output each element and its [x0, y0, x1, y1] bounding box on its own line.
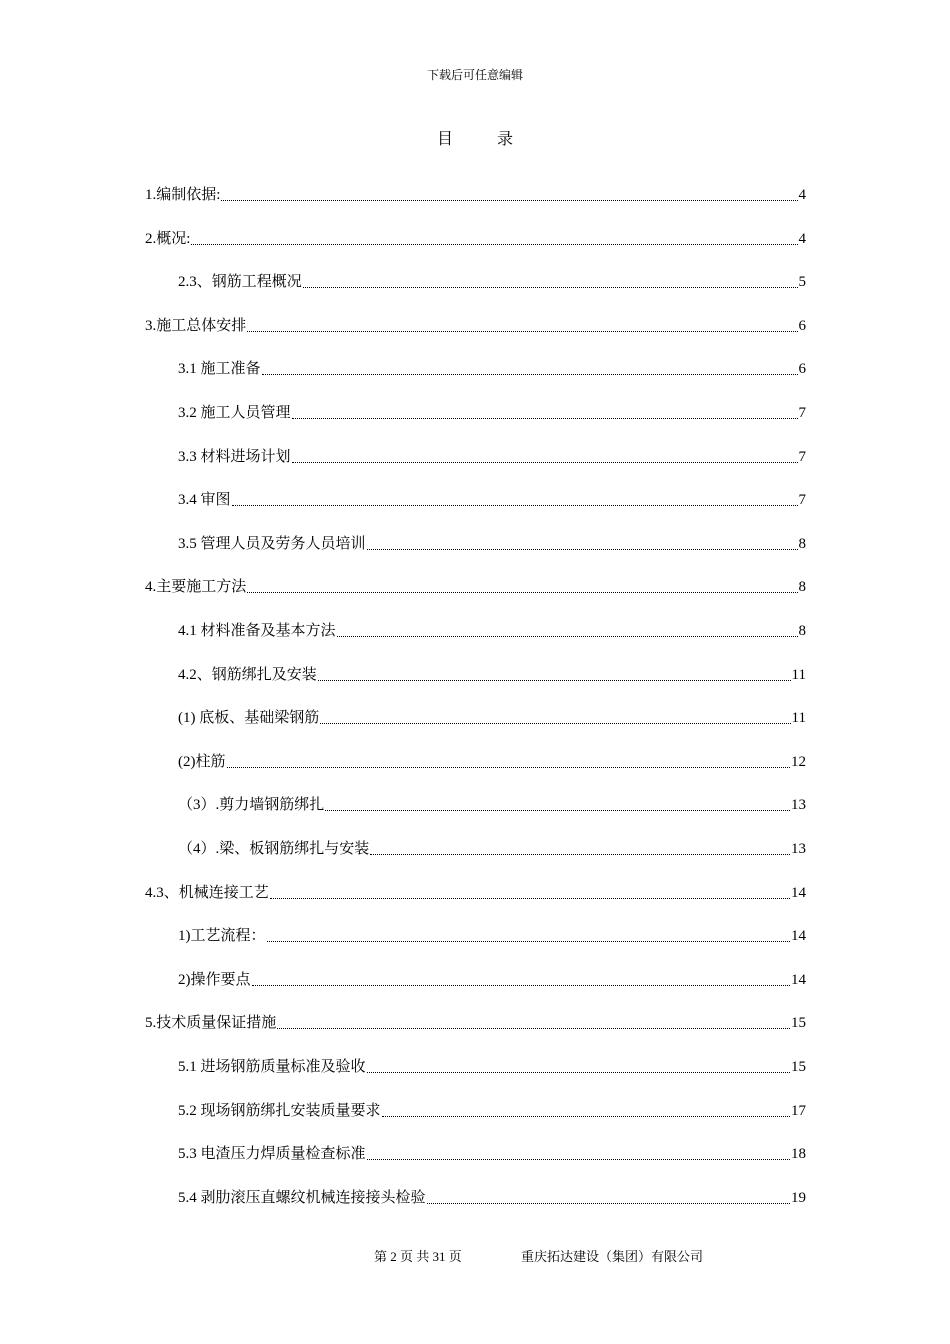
toc-entry-page-number: 4: [798, 187, 806, 203]
toc-entry-label: (2)柱筋: [178, 754, 226, 770]
toc-entry-label: 5.技术质量保证措施: [145, 1015, 277, 1031]
toc-entry[interactable]: [178, 969, 806, 991]
toc-entry-label: 3.2 施工人员管理: [178, 405, 291, 421]
toc-dot-leader: [317, 664, 792, 686]
toc-entry-page-number: 7: [798, 492, 806, 508]
toc-entry-page-number: 19: [791, 1190, 806, 1206]
toc-entry-label: 3.1 施工准备: [178, 361, 261, 377]
toc-entry-label: 3.3 材料进场计划: [178, 449, 291, 465]
toc-entry-label: 4.2、钢筋绑扎及安装: [178, 667, 317, 683]
toc-entry[interactable]: [145, 315, 806, 337]
toc-entry[interactable]: [178, 1100, 806, 1122]
toc-dot-leader: [246, 315, 798, 337]
toc-entry[interactable]: [145, 228, 806, 250]
toc-entry[interactable]: [178, 402, 806, 424]
toc-entry-label: （3）.剪力墙钢筋绑扎: [178, 797, 325, 813]
toc-entry[interactable]: [178, 1143, 806, 1165]
toc-entry[interactable]: [178, 489, 806, 511]
toc-entry[interactable]: [145, 576, 806, 598]
toc-entry[interactable]: [145, 1012, 806, 1034]
toc-dot-leader: [226, 751, 792, 773]
toc-entry[interactable]: [178, 794, 806, 816]
toc-entry-label: 1.编制依据:: [145, 187, 221, 203]
toc-dot-leader: [246, 576, 798, 598]
toc-entry-page-number: 6: [798, 318, 806, 334]
toc-dot-leader: [276, 1012, 791, 1034]
toc-entry-label: 3.4 审图: [178, 492, 231, 508]
toc-entry-label: 4.1 材料准备及基本方法: [178, 623, 336, 639]
toc-title-left: 目: [436, 131, 453, 148]
toc-entry[interactable]: [178, 271, 806, 293]
footer-company: 重庆拓达建设（集团）有限公司: [521, 1249, 704, 1264]
toc-entry-page-number: 14: [791, 928, 806, 944]
toc-entry-page-number: 13: [791, 797, 806, 813]
toc-dot-leader: [319, 707, 791, 729]
toc-entry-label: 3.5 管理人员及劳务人员培训: [178, 536, 366, 552]
toc-dot-leader: [366, 1056, 791, 1078]
toc-entry[interactable]: [145, 882, 806, 904]
toc-entry-page-number: 11: [791, 667, 806, 683]
toc-dot-leader: [291, 402, 799, 424]
toc-entry-page-number: 12: [791, 754, 806, 770]
toc-entry-page-number: 15: [791, 1059, 806, 1075]
toc-dot-leader: [291, 446, 799, 468]
toc-entry-label: 5.2 现场钢筋绑扎安装质量要求: [178, 1103, 381, 1119]
toc-dot-leader: [381, 1100, 791, 1122]
toc-dot-leader: [369, 838, 791, 860]
toc-entry-page-number: 14: [791, 885, 806, 901]
toc-entry-label: 5.4 剥肋滚压直螺纹机械连接接头检验: [178, 1190, 426, 1206]
toc-entry-label: (1) 底板、基础梁钢筋: [178, 710, 320, 726]
toc-dot-leader: [251, 969, 792, 991]
toc-dot-leader: [366, 1143, 791, 1165]
toc-dot-leader: [190, 228, 798, 250]
toc-entry[interactable]: [178, 838, 806, 860]
toc-dot-leader: [324, 794, 791, 816]
toc-dot-leader: [231, 489, 799, 511]
page-header-note: 下载后可任意编辑: [426, 68, 523, 82]
toc-entry[interactable]: [178, 533, 806, 555]
toc-entry-page-number: 5: [798, 274, 806, 290]
toc-entry-page-number: 7: [798, 405, 806, 421]
toc-dot-leader: [366, 533, 799, 555]
toc-entry-page-number: 18: [791, 1146, 806, 1162]
toc-entry-page-number: 4: [798, 231, 806, 247]
toc-entry-page-number: 8: [798, 623, 806, 639]
toc-entry-label: 2)操作要点: [178, 972, 251, 988]
toc-dot-leader: [336, 620, 799, 642]
toc-dot-leader: [269, 882, 791, 904]
toc-entry[interactable]: [178, 664, 806, 686]
toc-entry[interactable]: [178, 620, 806, 642]
toc-entry[interactable]: [178, 1056, 806, 1078]
toc-entry-page-number: 7: [798, 449, 806, 465]
toc-entry-page-number: 8: [798, 579, 806, 595]
toc-entry[interactable]: [178, 751, 806, 773]
toc-entry-label: 2.概况:: [145, 231, 191, 247]
toc-entry-label: 4.主要施工方法: [145, 579, 247, 595]
toc-entry-page-number: 13: [791, 841, 806, 857]
toc-entry-page-number: 14: [791, 972, 806, 988]
toc-title-right: 录: [497, 131, 514, 148]
toc-dot-leader: [220, 184, 798, 206]
toc-entry-page-number: 17: [791, 1103, 806, 1119]
toc-entry-label: 5.3 电渣压力焊质量检查标准: [178, 1146, 366, 1162]
toc-entry[interactable]: [178, 925, 806, 947]
toc-entry-label: （4）.梁、板钢筋绑扎与安装: [178, 841, 370, 857]
toc-entry-label: 1)工艺流程：: [178, 928, 266, 944]
toc-entry[interactable]: [178, 446, 806, 468]
toc-dot-leader: [261, 358, 799, 380]
footer-page-info: 第 2 页 共 31 页: [374, 1249, 462, 1264]
toc-entry-page-number: 6: [798, 361, 806, 377]
toc-entry-label: 3.施工总体安排: [145, 318, 247, 334]
toc-entry-label: 4.3、机械连接工艺: [145, 885, 269, 901]
toc-entry[interactable]: [178, 1187, 806, 1209]
toc-dot-leader: [302, 271, 799, 293]
toc-dot-leader: [426, 1187, 791, 1209]
toc-title: [0, 126, 950, 149]
toc-dot-leader: [266, 925, 792, 947]
toc-entry-page-number: 11: [791, 710, 806, 726]
toc-entry-label: 2.3、钢筋工程概况: [178, 274, 302, 290]
toc-entry-label: 5.1 进场钢筋质量标准及验收: [178, 1059, 366, 1075]
toc-entry[interactable]: [178, 358, 806, 380]
toc-entry-page-number: 8: [798, 536, 806, 552]
toc-entry[interactable]: [178, 707, 806, 729]
toc-entry[interactable]: [145, 184, 806, 206]
toc-entry-page-number: 15: [791, 1015, 806, 1031]
